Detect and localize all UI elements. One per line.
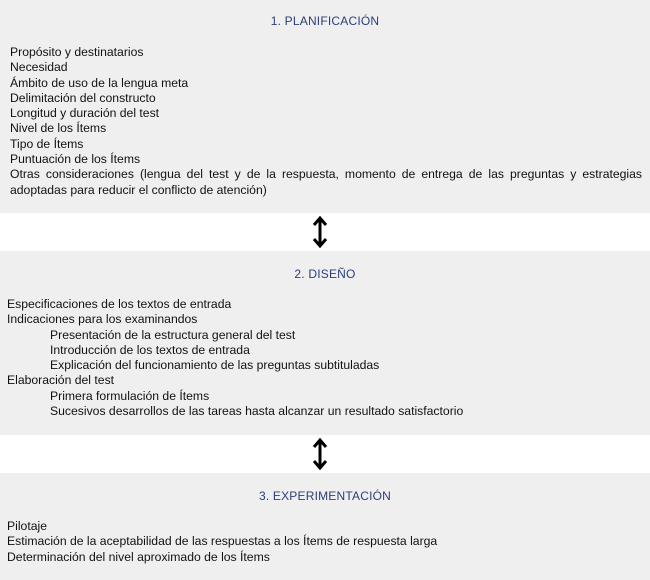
double-arrow-vertical-icon	[309, 215, 331, 249]
list-item: Presentación de la estructura general del test	[50, 327, 296, 342]
list-item: Pilotaje	[7, 519, 47, 533]
list-item: Estimación de la aceptabilidad de las respuestas a los Ítems de respuesta larga	[7, 534, 438, 549]
list-item: Delimitación del constructo	[10, 90, 156, 105]
list-item: Otras consideraciones (lengua del test y de la respuesta, momento de entrega de las preguntas y estrategias adoptadas para reducir el conflicto de atención)	[10, 167, 642, 197]
list-item: Nivel de los Ítems	[10, 121, 107, 136]
section-title: 2. DISEÑO	[294, 267, 356, 281]
section-diseno	[0, 251, 650, 435]
list-item: Indicaciones para los examinandos	[7, 312, 198, 327]
list-item: Tipo de Ítems	[10, 136, 84, 151]
section-items	[10, 45, 642, 198]
section-title: 1. PLANIFICACIÓN	[270, 14, 380, 28]
list-item: Determinación del nivel aproximado de los Ítems	[7, 549, 270, 564]
list-item: Explicación del funcionamiento de las preguntas subtituladas	[50, 358, 380, 373]
list-item: Elaboración del test	[7, 373, 115, 388]
section-experimentacion	[0, 473, 650, 580]
list-item: Especificaciones de los textos de entrada	[7, 297, 232, 311]
section-planificacion	[0, 0, 650, 213]
list-item: Necesidad	[10, 60, 68, 75]
section-title: 3. EXPERIMENTACIÓN	[258, 489, 392, 503]
double-arrow-vertical-icon	[309, 437, 331, 471]
list-item: Longitud y duración del test	[10, 106, 160, 121]
list-item: Introducción de los textos de entrada	[50, 342, 250, 357]
list-item: Propósito y destinatarios	[10, 45, 144, 59]
section-items	[7, 297, 642, 419]
list-item: Ámbito de uso de la lengua meta	[10, 75, 189, 90]
list-item: Sucesivos desarrollos de las tareas hasta alcanzar un resultado satisfactorio	[50, 404, 464, 419]
list-item: Primera formulación de Ítems	[50, 388, 210, 403]
list-item: Puntuación de los Ítems	[10, 152, 141, 167]
section-items	[7, 519, 642, 565]
